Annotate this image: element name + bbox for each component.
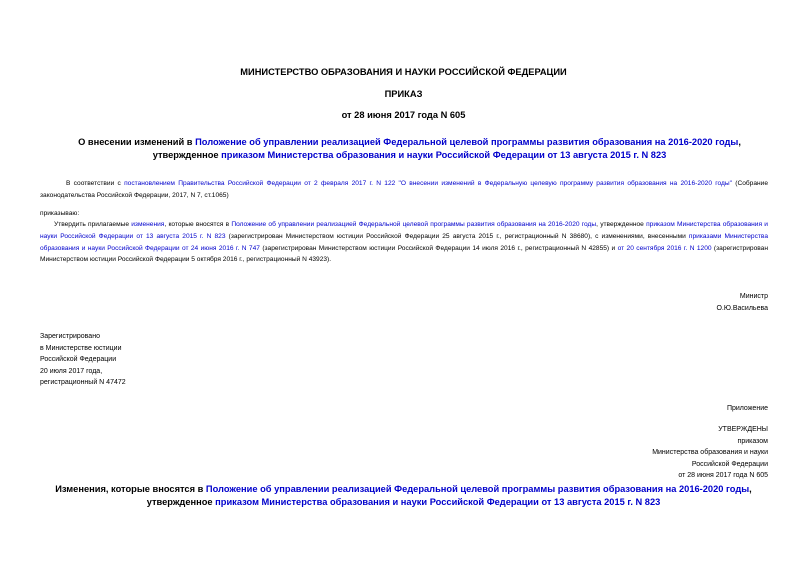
signature-position: Министр bbox=[739, 293, 768, 300]
title-prefix: О внесении изменений в bbox=[78, 137, 196, 147]
registration-line: 20 июля 2017 года, bbox=[40, 367, 103, 375]
order-link-changes[interactable]: изменения bbox=[131, 221, 165, 228]
doc-date-number: от 28 июня 2017 года N 605 bbox=[341, 110, 466, 120]
order-link-order-747[interactable]: приказами Министерства образования и науки Российской Федерации от 24 июня 2016 г. N 747 bbox=[40, 232, 768, 252]
order-link-regulation[interactable]: Положение об управлении реализацией Федеральной целевой программы развития образования на 2016-2020 годы bbox=[231, 221, 597, 228]
registration-line: Российской Федерации bbox=[40, 356, 117, 363]
approved-line: приказом bbox=[737, 437, 768, 445]
signature-name: О.Ю.Васильева bbox=[716, 304, 768, 312]
changes-title-link-order-823[interactable]: приказом Министерства образования и науки Российской Федерации от 13 августа 2015 г. N 823 bbox=[215, 497, 661, 507]
appendix-label: Приложение bbox=[726, 405, 768, 412]
order-text-2: , которые вносятся в bbox=[164, 221, 232, 228]
preamble-link-decree-122[interactable]: постановлением Правительства Российской Федерации от 2 февраля 2017 г. N 122 "О внесении изменений в Федеральную целевую программу развития образования на 2016-2020 годы" bbox=[124, 180, 732, 187]
order-text-5: (зарегистрирован Министерством юстиции Российской Федерации 14 июля 2016 г., регистрационный N 42855) и bbox=[259, 244, 618, 252]
order-text-4: (зарегистрирован Министерством юстиции Российской Федерации 25 августа 2015 г., регистрационный N 38680), с изменениями, внесенными bbox=[225, 232, 689, 240]
approved-line: Российской Федерации bbox=[691, 460, 768, 468]
changes-title-prefix: Изменения, которые вносятся в bbox=[55, 484, 206, 494]
document-title bbox=[52, 136, 767, 162]
approved-line: от 28 июня 2017 года N 605 bbox=[678, 472, 768, 479]
order-paragraph bbox=[40, 219, 768, 266]
changes-title-middle: , утвержденное bbox=[146, 484, 752, 507]
order-label: приказываю: bbox=[40, 210, 80, 217]
signature-block bbox=[716, 291, 768, 314]
registration-line: регистрационный N 47472 bbox=[40, 379, 126, 386]
changes-title bbox=[36, 483, 771, 509]
registration-block bbox=[40, 331, 126, 389]
order-text-1: Утвердить прилагаемые bbox=[54, 221, 132, 228]
approved-line: Министерства образования и науки bbox=[652, 449, 768, 456]
doc-type-heading: ПРИКАЗ bbox=[384, 89, 423, 99]
order-link-order-1200[interactable]: от 20 сентября 2016 г. N 1200 bbox=[617, 244, 712, 252]
approved-line: УТВЕРЖДЕНЫ bbox=[718, 426, 768, 433]
order-text-3: , утвержденное bbox=[596, 221, 647, 228]
title-link-regulation[interactable]: Положение об управлении реализацией Федеральной целевой программы развития образования на 2016-2020 годы bbox=[195, 137, 739, 147]
preamble-paragraph bbox=[40, 178, 768, 202]
changes-title-link-regulation[interactable]: Положение об управлении реализацией Федеральной целевой программы развития образования на 2016-2020 годы bbox=[205, 484, 750, 494]
title-middle: , утвержденное bbox=[152, 137, 741, 160]
ministry-heading: МИНИСТЕРСТВО ОБРАЗОВАНИЯ И НАУКИ РОССИЙСКОЙ ФЕДЕРАЦИИ bbox=[240, 67, 567, 77]
approved-block bbox=[652, 424, 768, 482]
registration-line: в Министерстве юстиции bbox=[40, 344, 122, 352]
order-text-6: (зарегистрирован Министерством юстиции Российской Федерации 5 октября 2016 г., регистрационный N 43923). bbox=[40, 244, 768, 264]
title-link-order-823[interactable]: приказом Министерства образования и науки Российской Федерации от 13 августа 2015 г. N 823 bbox=[221, 150, 667, 160]
order-link-order-823[interactable]: приказом Министерства образования и науки Российской Федерации от 13 августа 2015 г. N 823 bbox=[40, 221, 768, 240]
registration-line: Зарегистрировано bbox=[40, 333, 100, 340]
preamble-text-2: (Собрание законодательства Российской Федерации, 2017, N 7, ст.1065) bbox=[40, 180, 768, 199]
preamble-text-1: В соответствии с bbox=[66, 180, 125, 187]
